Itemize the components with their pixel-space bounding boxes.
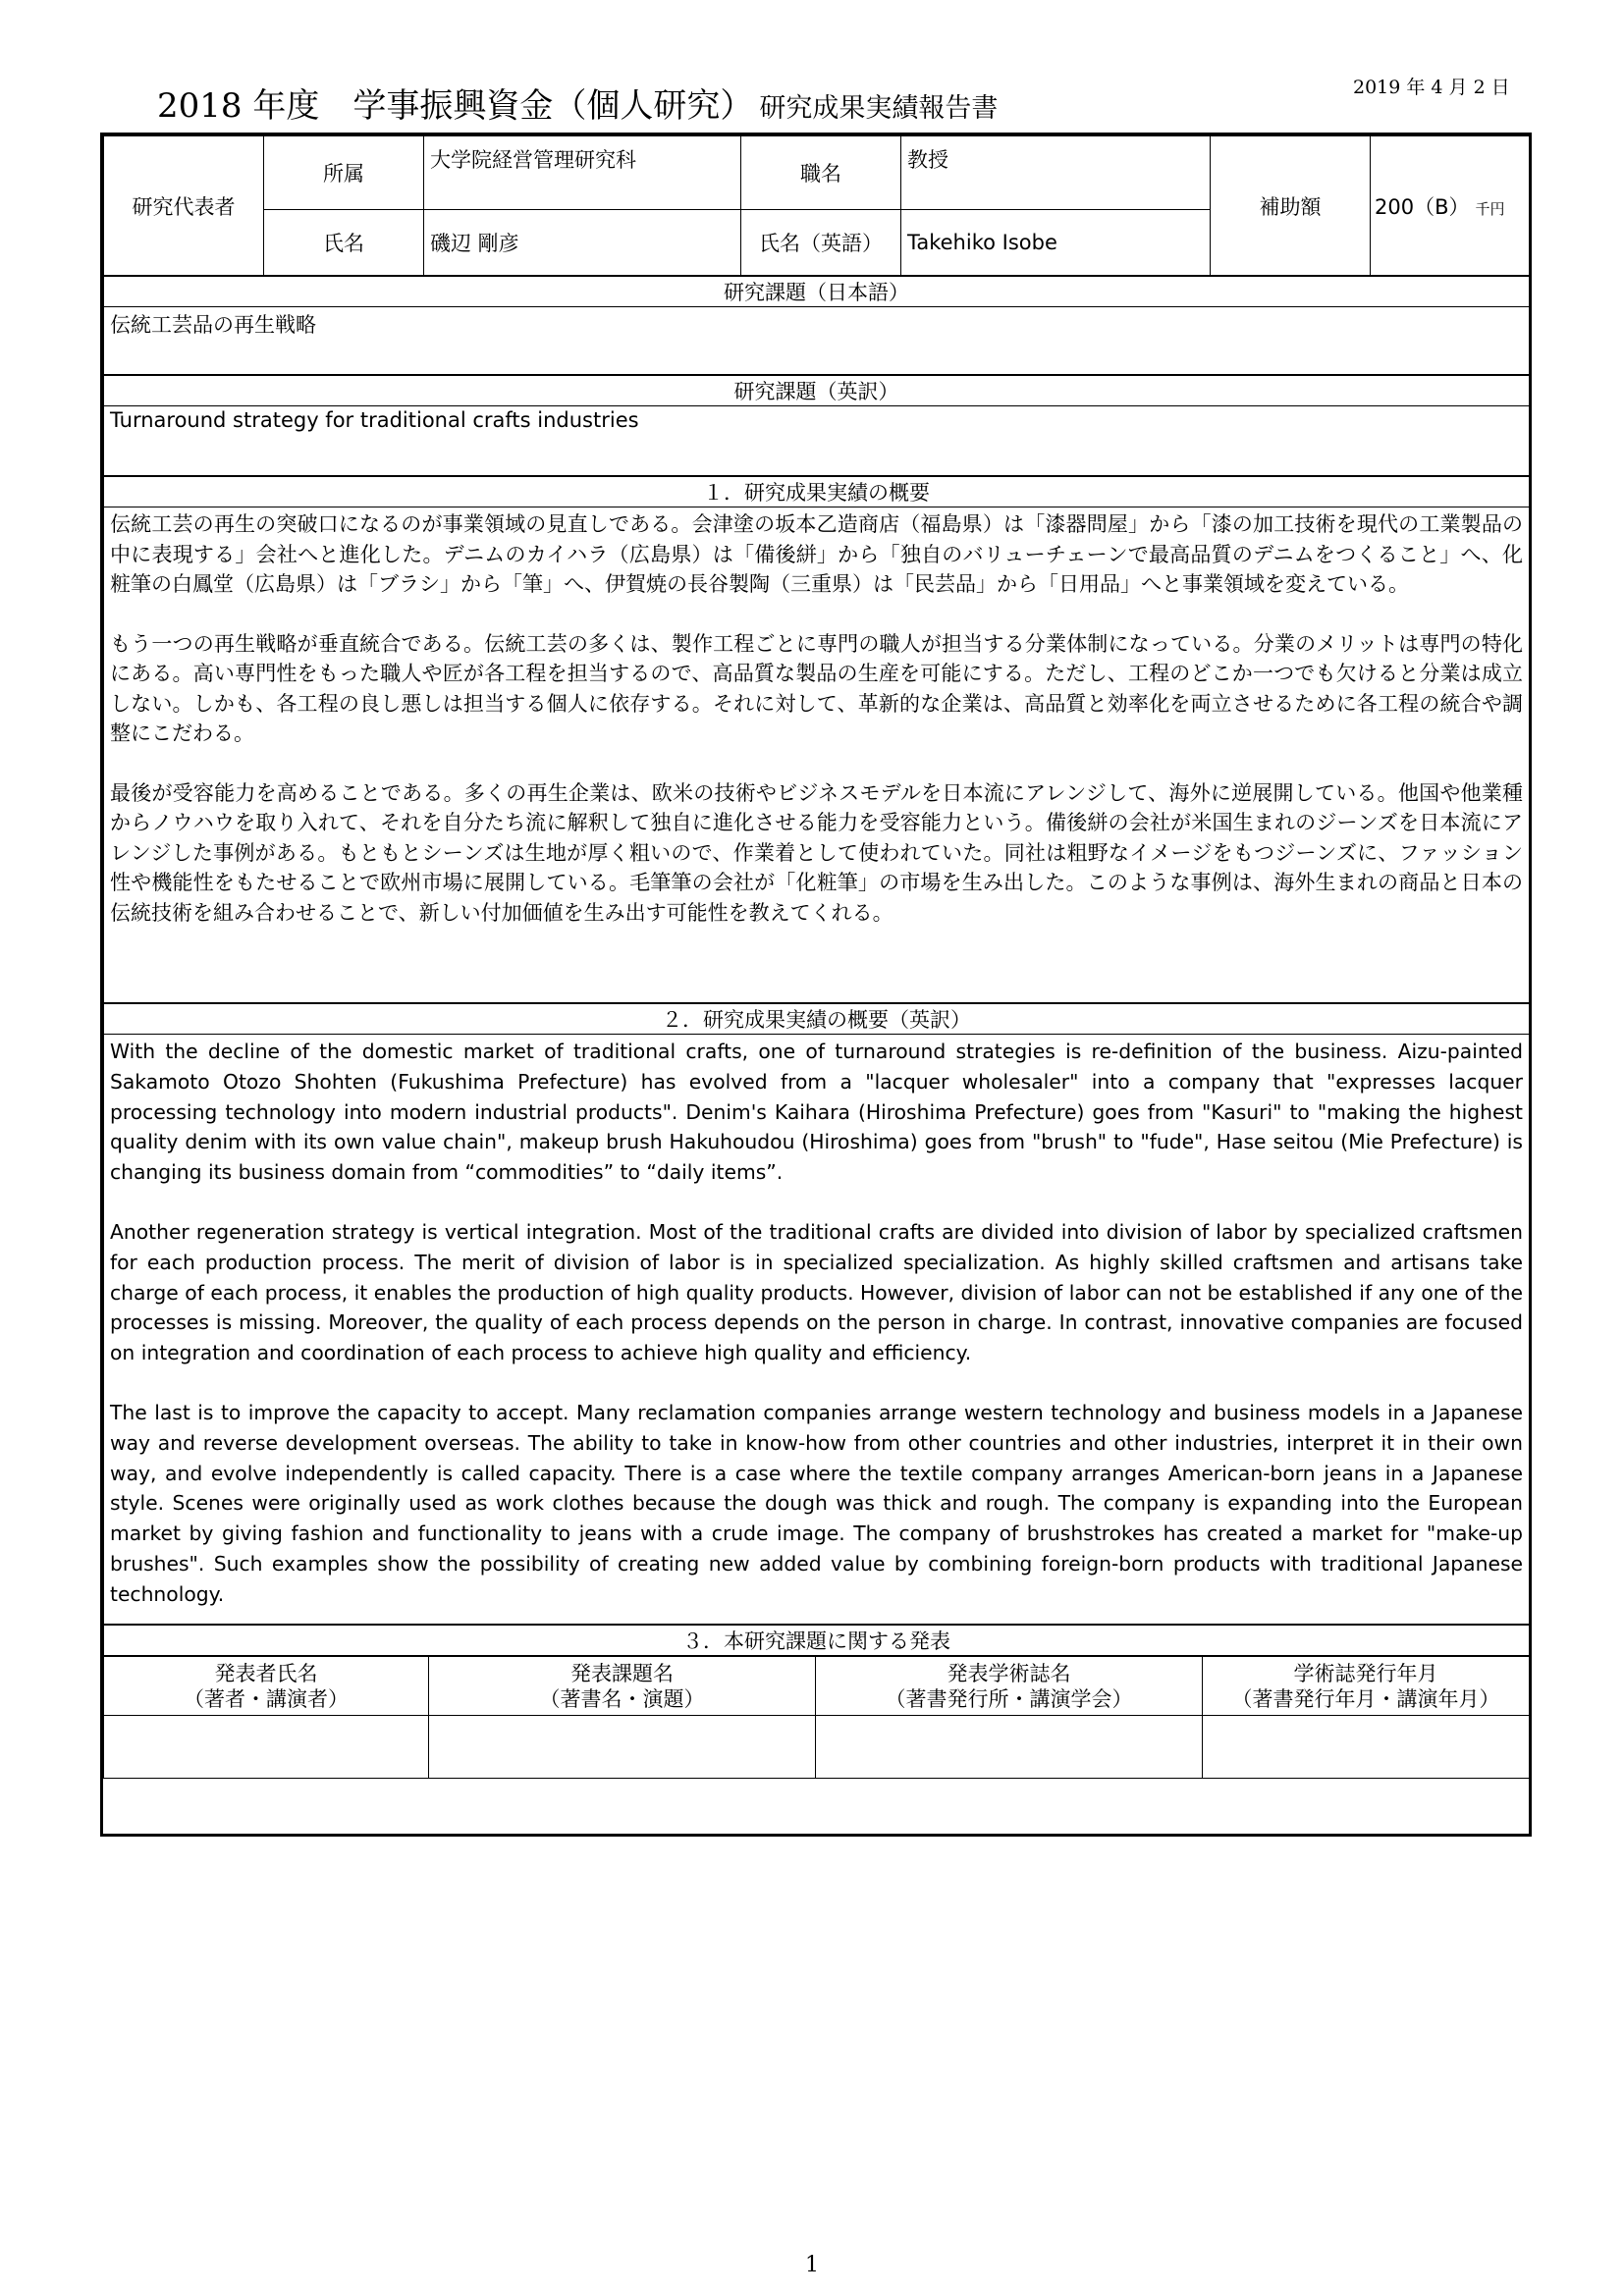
column-header-line: （著者・講演者） xyxy=(184,1686,349,1711)
affiliation-value: 大学院経営管理研究科 xyxy=(424,136,741,210)
page-number: 1 xyxy=(805,2253,819,2277)
publications-table xyxy=(103,1656,1530,1779)
title-main: 2018 年度 学事振興資金（個人研究） xyxy=(157,86,754,126)
column-header-date xyxy=(1203,1657,1530,1716)
publication-cell xyxy=(816,1716,1203,1779)
report-date: 2019 年 4 月 2 日 xyxy=(1353,77,1510,98)
summary-en-heading: ２．研究成果実績の概要（英訳） xyxy=(104,1003,1530,1035)
column-header-line: 発表課題名 xyxy=(570,1661,674,1685)
report-table xyxy=(103,135,1530,1656)
name-value: 磯辺 剛彦 xyxy=(424,210,741,277)
topic-en-body-row xyxy=(104,406,1530,477)
summary-en-heading-row xyxy=(104,1003,1530,1035)
page-title xyxy=(157,79,998,127)
topic-en-heading: 研究課題（英訳） xyxy=(104,375,1530,406)
affiliation-label: 所属 xyxy=(264,136,424,210)
publication-cell xyxy=(1203,1716,1530,1779)
topic-jp-heading: 研究課題（日本語） xyxy=(104,276,1530,307)
summary-jp-paragraph: 最後が受容能力を高めることである。多くの再生企業は、欧米の技術やビジネスモデルを日本流にアレンジして、海外に逆展開している。他国や他業種からノウハウを取り入れて、それを自分たち流に解釈して独自に進化させる能力を受容能力という。備後絣の会社が米国生まれのジーンズを日本流にアレンジした事例がある。もともとシーンズは生地が厚く粗いので、作業着として使われていた。同社は粗野なイメージをもつジーンズに、ファッション性や機能性をもたせることで欧州市場に展開している。毛筆筆の会社が「化粧筆」の市場を生み出した。このような事例は、海外生まれの商品と日本の伝統技術を組み合わせることで、新しい付加価値を生み出す可能性を教えてくれる。 xyxy=(110,780,1523,925)
topic-jp-heading-row xyxy=(104,276,1530,307)
summary-jp-heading: １．研究成果実績の概要 xyxy=(104,476,1530,507)
summary-en-body-row xyxy=(104,1035,1530,1626)
position-label: 職名 xyxy=(741,136,901,210)
representative-label: 研究代表者 xyxy=(104,136,264,277)
title-sub: 研究成果実績報告書 xyxy=(759,93,999,124)
summary-jp-body-row xyxy=(104,507,1530,1004)
report-form xyxy=(100,133,1532,1837)
column-header-line: （著書名・演題） xyxy=(539,1686,705,1711)
publication-cell xyxy=(429,1716,816,1779)
summary-jp-heading-row xyxy=(104,476,1530,507)
summary-jp-body xyxy=(104,507,1530,1004)
column-header-author xyxy=(104,1657,429,1716)
summary-en-paragraph: With the decline of the domestic market of traditional crafts, one of turnaround strategies is re-definition of the business. Aizu-painted Sakamoto Otozo Shohten (Fukushima Prefecture) has evolved from a "lacquer wholesaler" into a company that "expresses lacquer processing technology into modern industrial products". Denim's Kaihara (Hiroshima Prefecture) goes from "Kasuri" to "making the highest quality denim with its own value chain", makeup brush Hakuhoudou (Hiroshima) goes from "brush" to "fude", Hase seitou (Mie Prefecture) is changing its business domain from “commodities” to “daily items”. xyxy=(110,1040,1523,1185)
name-en-label: 氏名（英語） xyxy=(741,210,901,277)
column-header-line: （著書発行所・講演学会） xyxy=(885,1686,1133,1711)
publications-heading-row xyxy=(104,1625,1530,1656)
grant-cell xyxy=(1371,136,1530,277)
topic-en-text: Turnaround strategy for traditional crafts industries xyxy=(104,406,1530,477)
grant-label: 補助額 xyxy=(1211,136,1371,277)
publications-header-row xyxy=(104,1657,1530,1716)
name-en-value: Takehiko Isobe xyxy=(901,210,1211,277)
topic-jp-text: 伝統工芸品の再生戦略 xyxy=(104,307,1530,376)
column-header-line: 学術誌発行年月 xyxy=(1293,1661,1438,1685)
name-label: 氏名 xyxy=(264,210,424,277)
topic-en-heading-row xyxy=(104,375,1530,406)
summary-en-paragraph: Another regeneration strategy is vertical integration. Most of the traditional crafts are divided into division of labor by specialized craftsmen for each production process. The merit of division of labor is in specialized specialization. As highly skilled craftsmen and artisans take charge of each process, it enables the production of high quality products. However, division of labor can not be established if any one of the processes is missing. Moreover, the quality of each process depends on the person in charge. In contrast, innovative companies are focused on integration and coordination of each process to achieve high quality and efficiency. xyxy=(110,1219,1523,1365)
summary-jp-paragraph: もう一つの再生戦略が垂直統合である。伝統工芸の多くは、製作工程ごとに専門の職人が担当する分業体制になっている。分業のメリットは専門の特化にある。高い専門性をもった職人や匠が各工程を担当するので、高品質な製品の生産を可能にする。ただし、工程のどこか一つでも欠けると分業は成立しない。しかも、各工程の良し悪しは担当する個人に依存する。それに対して、革新的な企業は、高品質と効率化を両立させるために各工程の統合や調整にこだわる。 xyxy=(110,631,1523,745)
column-header-title xyxy=(429,1657,816,1716)
publications-empty-row xyxy=(104,1716,1530,1779)
position-value: 教授 xyxy=(901,136,1211,210)
column-header-line: 発表学術誌名 xyxy=(947,1661,1071,1685)
grant-unit: 千円 xyxy=(1475,199,1505,218)
publications-heading: ３．本研究課題に関する発表 xyxy=(104,1625,1530,1656)
header-row-1 xyxy=(104,136,1530,210)
column-header-journal xyxy=(816,1657,1203,1716)
column-header-line: （著書発行年月・講演年月） xyxy=(1231,1686,1500,1711)
summary-jp-paragraph: 伝統工芸の再生の突破口になるのが事業領域の見直しである。会津塗の坂本乙造商店（福島県）は「漆器問屋」から「漆の加工技術を現代の工業製品の中に表現する」会社へと進化した。デニムのカイハラ（広島県）は「備後絣」から「独自のバリューチェーンで最高品質のデニムをつくること」へ、化粧筆の白鳳堂（広島県）は「ブラシ」から「筆」へ、伊賀焼の長谷製陶（三重県）は「民芸品」から「日用品」へと事業領域を変えている。 xyxy=(110,512,1523,596)
grant-amount: 200（B） xyxy=(1375,194,1470,219)
summary-en-paragraph: The last is to improve the capacity to accept. Many reclamation companies arrange western technology and business models in a Japanese way and reverse development overseas. The ability to take in know-how from other countries and other industries, interpret it in their own way, and evolve independently is called capacity. There is a case where the textile company arranges American-born jeans in a Japanese style. Scenes were originally used as work clothes because the dough was thick and rough. The company is expanding into the European market by giving fashion and functionality to jeans with a crude image. The company of brushstrokes has created a market for "make-up brushes". Such examples show the possibility of creating new added value by combining foreign-born products with traditional Japanese technology. xyxy=(110,1400,1523,1606)
column-header-line: 発表者氏名 xyxy=(214,1661,318,1685)
topic-jp-body-row xyxy=(104,307,1530,376)
publication-cell xyxy=(104,1716,429,1779)
summary-en-body xyxy=(104,1035,1530,1626)
